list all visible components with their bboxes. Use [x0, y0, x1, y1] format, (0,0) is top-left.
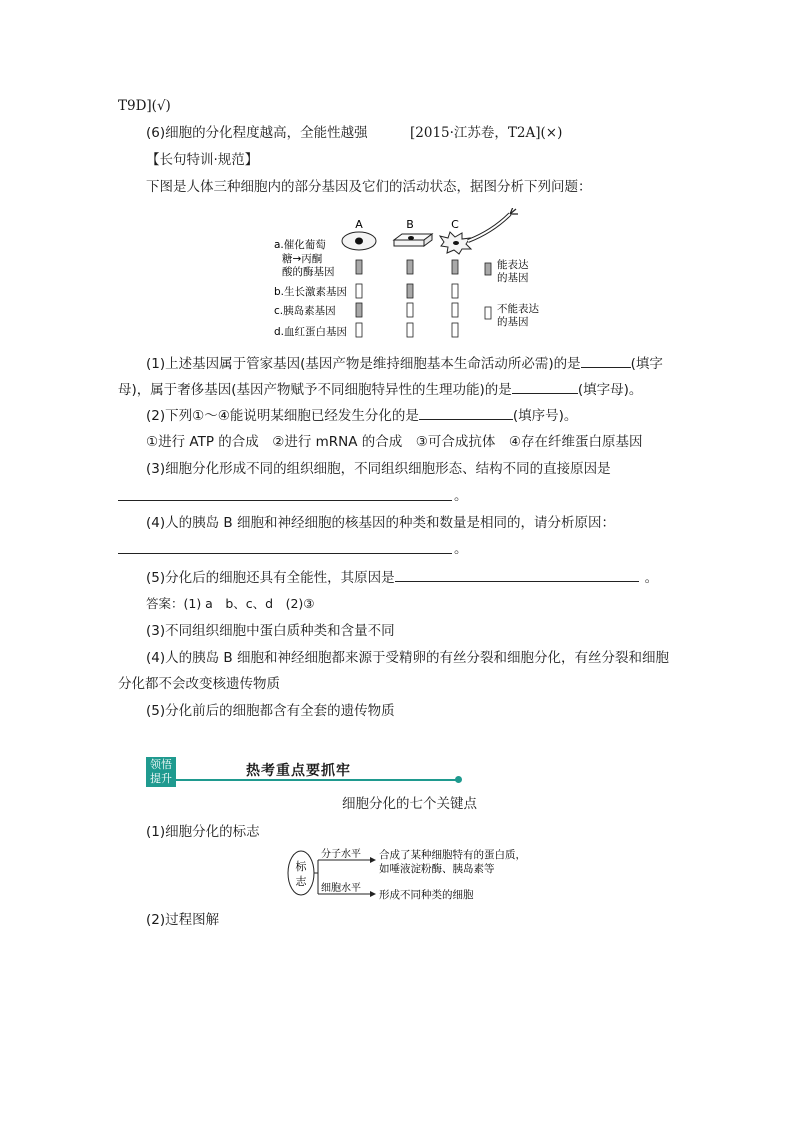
answer-blank-2[interactable]: [419, 405, 513, 420]
section-header-dot: [455, 776, 462, 783]
gene-box-a-cell-b: [407, 260, 413, 274]
gene-box-a-cell-c: [452, 260, 458, 274]
question-5: (5)分化后的细胞还具有全能性，其原因是 。: [146, 567, 658, 588]
point-2-heading: (2)过程图解: [146, 912, 220, 928]
statement-6: (6)细胞的分化程度越高，全能性越强: [146, 125, 368, 141]
marker-level-molecular: 分子水平: [321, 849, 361, 860]
question-3: (3)细胞分化形成不同的组织细胞，不同组织细胞形态、结构不同的直接原因是: [146, 461, 611, 477]
gene-expression-figure: [272, 208, 582, 348]
answer-1-2: 答案：(1) a b、c、d (2)③: [146, 596, 315, 611]
gene-box-b-cell-c: [452, 284, 458, 298]
differentiation-marker-figure: [286, 846, 546, 906]
cell-a-icon: [342, 232, 376, 250]
marker-result-molecular-line1: 合成了某种细胞特有的蛋白质，: [379, 849, 526, 861]
legend-expressed-swatch: [485, 263, 491, 275]
point-1-heading: (1)细胞分化的标志: [146, 824, 260, 840]
gene-label-d: d.血红蛋白基因: [274, 326, 348, 338]
legend-not-expressed-line2: 的基因: [497, 316, 529, 328]
marker-level-cellular: 细胞水平: [321, 883, 361, 894]
gene-label-a-line1: a.催化葡萄: [274, 239, 326, 251]
section-label-long-sentence: 【长句特训·规范】: [146, 152, 259, 168]
gene-label-c: c.胰岛素基因: [274, 305, 336, 317]
answer-blank-3[interactable]: [118, 500, 452, 501]
cell-b-icon: [394, 234, 432, 246]
question-3-end: 。: [454, 488, 468, 504]
gene-label-a-line3: 酸的酶基因: [282, 266, 335, 278]
gene-label-a-line2: 糖→丙酮: [282, 253, 323, 265]
marker-result-cellular: 形成不同种类的细胞: [379, 889, 474, 901]
gene-box-d-cell-b: [407, 323, 413, 337]
gene-box-d-cell-c: [452, 323, 458, 337]
answer-3: (3)不同组织细胞中蛋白质种类和含量不同: [146, 623, 395, 639]
marker-root-line1: 标: [295, 860, 307, 873]
section-header: [146, 757, 466, 787]
figure-intro: 下图是人体三种细胞内的部分基因及它们的活动状态，据图分析下列问题：: [146, 179, 592, 195]
cell-label-a: A: [355, 218, 363, 231]
legend-expressed-line2: 的基因: [497, 272, 529, 284]
question-1-part1: (1)上述基因属于管家基因(基因产物是维持细胞基本生命活动所必需)的是 (填字: [146, 353, 663, 374]
legend-not-expressed-swatch: [485, 307, 491, 319]
question-4: (4)人的胰岛 B 细胞和神经细胞的核基因的种类和数量是相同的，请分析原因：: [146, 515, 615, 531]
gene-box-grid: [356, 260, 458, 337]
text-line-continuation: T9D](√): [118, 98, 171, 114]
gene-box-c-cell-c: [452, 303, 458, 317]
gene-label-b: b.生长激素基因: [274, 286, 348, 298]
marker-root-line2: 志: [295, 875, 307, 888]
question-4-end: 。: [454, 541, 468, 557]
gene-box-c-cell-a: [356, 303, 362, 317]
section-badge: 领悟 提升: [146, 757, 176, 787]
answer-blank-1a[interactable]: [581, 353, 631, 368]
cell-c-icon: [440, 208, 518, 254]
answer-4-line2: 分化都不会改变核遗传物质: [118, 676, 280, 692]
answer-4-line1: (4)人的胰岛 B 细胞和神经细胞都来源于受精卵的有丝分裂和细胞分化，有丝分裂和细胞: [146, 650, 669, 666]
gene-box-a-cell-a: [356, 260, 362, 274]
marker-result-molecular-line2: 如唾液淀粉酶、胰岛素等: [379, 863, 495, 875]
gene-box-d-cell-a: [356, 323, 362, 337]
answer-blank-1b[interactable]: [512, 379, 578, 394]
gene-box-b-cell-b: [407, 284, 413, 298]
answer-blank-4[interactable]: [118, 553, 452, 554]
statement-6-source: [2015·江苏卷，T2A](×): [410, 125, 563, 141]
cell-label-b: B: [406, 218, 414, 231]
question-2-options: ①进行 ATP 的合成 ②进行 mRNA 的合成 ③可合成抗体 ④存在纤维蛋白原基因: [146, 434, 643, 450]
answer-5: (5)分化前后的细胞都含有全套的遗传物质: [146, 703, 395, 719]
gene-box-b-cell-a: [356, 284, 362, 298]
question-1-part2: 母)，属于奢侈基因(基因产物赋予不同细胞特异性的生理功能)的是 (填字母)。: [118, 379, 642, 400]
gene-box-c-cell-b: [407, 303, 413, 317]
answer-blank-5[interactable]: [395, 567, 639, 582]
cell-label-c: C: [451, 218, 459, 231]
section-title: 热考重点要抓牢: [246, 763, 351, 779]
legend-expressed-line1: 能表达: [497, 259, 529, 271]
question-2: (2)下列①～④能说明某细胞已经发生分化的是 (填序号)。: [146, 405, 577, 426]
subsection-title: 细胞分化的七个关键点: [342, 796, 477, 812]
legend-not-expressed-line1: 不能表达: [497, 303, 539, 315]
